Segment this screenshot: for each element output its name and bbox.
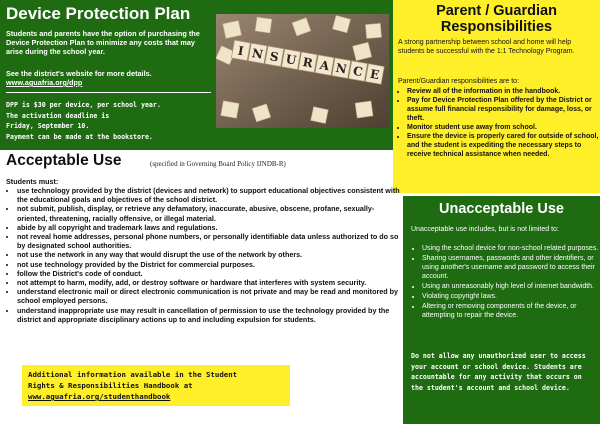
insurance-tiles-illustration xyxy=(216,14,389,128)
letter-tile-char: S xyxy=(268,49,280,65)
insurance-tiles-photo xyxy=(216,14,389,128)
unacceptable-use-list xyxy=(411,244,600,321)
letter-tile-char: N xyxy=(250,45,265,62)
unacceptable-use-title: Unacceptable Use xyxy=(439,201,564,217)
dpp-cost-details xyxy=(6,100,221,142)
partnership-text: A strong partnership between school and home will help students be successful with the 1:1 Technology Program. xyxy=(398,39,575,55)
list-item: • Using an unreasonably high level of internet bandwidth. xyxy=(422,282,600,291)
parent-title-line: Responsibilities xyxy=(440,19,553,35)
student-handbook-link[interactable]: www.aguafria.org/studenthandbook xyxy=(28,392,171,401)
dpp-cost-line: Payment can be made at the bookstore. xyxy=(6,132,153,141)
dpp-divider xyxy=(6,92,211,93)
dpp-see-website xyxy=(6,69,206,87)
dpp-title: Device Protection Plan xyxy=(6,4,191,23)
unacceptable-intro: Unacceptable use includes, but is not limited to: xyxy=(411,226,559,233)
list-item: • not attempt to harm, modify, add, or destroy software or hardware that interferes with system security. xyxy=(17,278,402,287)
list-item: • abide by all copyright and trademark laws and regulations. xyxy=(17,223,402,232)
list-item: • Sharing usernames, passwords and other identifiers, or using another's username and password to access their account. xyxy=(422,254,600,281)
list-item: • not reveal home addresses, personal phone numbers, or personally identifiable data unless authorized to do so by designated school authorities. xyxy=(17,232,402,250)
list-item: • Using the school device for non-school related purposes. xyxy=(422,244,600,253)
list-item: • Altering or removing components of the device, or attempting to repair the device. xyxy=(422,302,600,320)
letter-tile-char: N xyxy=(334,60,348,77)
letter-tile xyxy=(231,40,250,61)
account-warning: Do not allow any unauthorized user to access your account or school device. Students are accountable for any activity that occurs on the student's account and school device. xyxy=(411,352,586,392)
list-item: • Pay for Device Protection Plan offered by the District or assume full financial responsibility for damage, loss, or theft. xyxy=(407,96,600,123)
additional-line: Additional information available in the Student xyxy=(28,370,238,379)
list-item: • Monitor student use away from school. xyxy=(407,123,600,132)
additional-info-box xyxy=(22,365,290,406)
unacceptable-use-panel xyxy=(403,196,600,424)
letter-tile xyxy=(298,52,317,73)
responsibilities-lead: Parent/Guardian responsibilities are to: xyxy=(398,78,520,85)
list-item: • understand inappropriate use may result in cancellation of permission to use the technology provided by the district and appropriate disciplinary actions up to and including expulsion for students. xyxy=(17,306,402,324)
letter-tile-char: R xyxy=(301,54,314,71)
list-item: • not use technology provided by the District for commercial purposes. xyxy=(17,260,402,269)
students-must-label: Students must: xyxy=(6,177,59,186)
dpp-cost-line: The activation deadline is xyxy=(6,111,110,120)
parent-title-line: Parent / Guardian xyxy=(436,3,557,19)
dpp-link[interactable]: www.aguafria.org/dpp xyxy=(6,78,83,87)
letter-tile xyxy=(315,55,334,76)
letter-tile xyxy=(265,46,284,67)
dpp-cost-line: DPP is $30 per device, per school year. xyxy=(6,101,161,109)
list-item: • follow the District's code of conduct. xyxy=(17,269,402,278)
letter-tile xyxy=(282,49,301,70)
letter-tile-char: I xyxy=(236,43,245,59)
parent-guardian-title xyxy=(393,3,600,35)
dpp-see-text: See the district's website for more details. xyxy=(6,69,152,78)
list-item: • understand electronic mail or direct electronic communication is not private and may be read and monitored by school employed persons. xyxy=(17,287,402,305)
acceptable-use-list xyxy=(6,186,402,324)
dpp-intro: Students and parents have the option of purchasing the Device Protection Plan to minimize any costs that may arise during the school year. xyxy=(6,29,200,56)
dpp-cost-line: Friday, September 10. xyxy=(6,122,90,130)
list-item: • use technology provided by the district (devices and network) to support educational objectives consistent with the educational goals and objectives of the school district. xyxy=(17,186,402,204)
letter-tile xyxy=(248,43,267,64)
letter-tile xyxy=(365,64,384,85)
letter-tile-char: C xyxy=(352,63,364,80)
parent-responsibilities-list xyxy=(398,87,600,159)
additional-info-text xyxy=(28,369,290,402)
letter-tile-char: E xyxy=(368,66,381,83)
additional-line: Rights & Responsibilities Handbook at xyxy=(28,381,193,390)
list-item: • not submit, publish, display, or retrieve any defamatory, inaccurate, abusive, obscene, profane, sexually-oriented, threatening, racially offensive, or illegal material. xyxy=(17,204,402,222)
list-item: • Ensure the device is properly cared for outside of school, and the student is expediting the necessary steps to receive technical assistance when needed. xyxy=(407,132,600,159)
list-item: • not use the network in any way that would disrupt the use of the network by others. xyxy=(17,250,402,259)
acceptable-use-title: Acceptable Use xyxy=(6,152,122,169)
letter-tile-char: A xyxy=(318,57,331,74)
letter-tile xyxy=(332,58,351,79)
policy-reference: (specified in Governing Board Policy IJNDB-R) xyxy=(150,160,286,168)
list-item: • Review all of the information in the handbook. xyxy=(407,87,600,96)
letter-tile-char: U xyxy=(284,51,298,68)
parent-guardian-panel xyxy=(393,0,600,193)
letter-tile xyxy=(349,61,368,82)
list-item: • Violating copyright laws. xyxy=(422,292,600,301)
